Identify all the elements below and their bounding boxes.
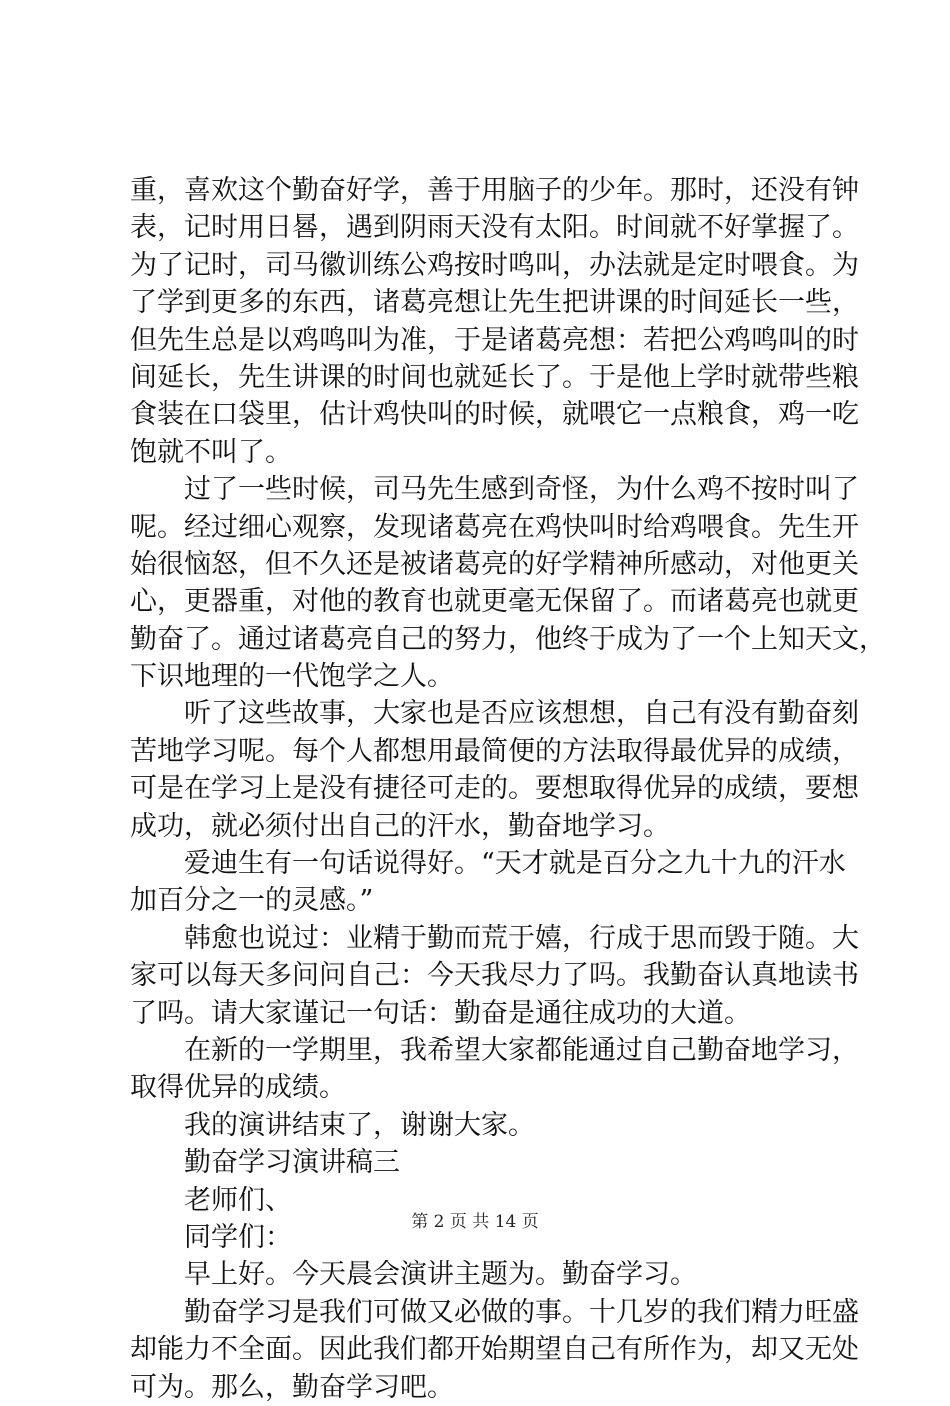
paragraph-line: 爱迪生有一句话说得好。“天才就是百分之九十九的汗水 (184, 848, 846, 880)
paragraph-line: 心，更器重，对他的教育也就更毫无保留了。而诸葛亮也就更 (130, 586, 859, 618)
paragraph (130, 1032, 859, 1107)
paragraph-line: 苦地学习呢。每个人都想用最简便的方法取得最优异的成绩， (130, 735, 859, 767)
paragraph-line: 过了一些时候，司马先生感到奇怪，为什么鸡不按时叫了 (184, 474, 859, 506)
paragraph (130, 920, 859, 1032)
paragraph-line: 在新的一学期里，我希望大家都能通过自己勤奋地学习， (184, 1034, 859, 1066)
paragraph-line: 早上好。今天晨会演讲主题为。勤奋学习。 (184, 1259, 697, 1291)
paragraph (130, 471, 886, 695)
paragraph-line: 重，喜欢这个勤奋好学，善于用脑子的少年。那时，还没有钟 (130, 175, 859, 206)
paragraph (130, 1107, 830, 1144)
paragraph (130, 845, 846, 920)
paragraph-line: 但先生总是以鸡鸣叫为准，于是诸葛亮想：若把公鸡鸣叫的时 (130, 324, 859, 356)
paragraph-line: 加百分之一的灵感。” (130, 885, 374, 917)
paragraph (130, 1144, 830, 1181)
paragraph (130, 695, 859, 845)
paragraph-line: 老师们、 (184, 1184, 292, 1216)
paragraph-line: 成功，就必须付出自己的汗水，勤奋地学习。 (130, 810, 670, 842)
paragraph-line: 勤奋学习是我们可做又必做的事。十几岁的我们精力旺盛 (184, 1296, 859, 1328)
paragraph-line: 呢。经过细心观察，发现诸葛亮在鸡快叫时给鸡喂食。先生开 (130, 511, 859, 543)
paragraph-line: 始很恼怒，但不久还是被诸葛亮的好学精神所感动，对他更关 (130, 548, 859, 580)
paragraph (130, 172, 859, 471)
paragraph-line: 了吗。请大家谨记一句话：勤奋是通往成功的大道。 (130, 997, 751, 1029)
paragraph-line: 我的演讲结束了，谢谢大家。 (184, 1109, 535, 1141)
paragraph-line: 却能力不全面。因此我们都开始期望自己有所作为，却又无处 (130, 1334, 859, 1366)
paragraph-line: 间延长，先生讲课的时间也就延长了。于是他上学时就带些粮 (130, 361, 859, 393)
paragraph-line: 了学到更多的东西，诸葛亮想让先生把讲课的时间延长一些， (130, 287, 859, 319)
paragraph-line: 饱就不叫了。 (130, 436, 292, 468)
paragraph-line: 表，记时用日晷，遇到阴雨天没有太阳。时间就不好掌握了。 (130, 212, 859, 244)
paragraph-line: 韩愈也说过：业精于勤而荒于嬉，行成于思而毁于随。大 (184, 922, 859, 954)
paragraph-line: 取得优异的成绩。 (130, 1072, 346, 1104)
paragraph (130, 1256, 830, 1293)
paragraph-line: 可为。那么，勤奋学习吧。 (130, 1371, 454, 1403)
paragraph-line: 下识地理的一代饱学之人。 (130, 661, 454, 693)
paragraph-line: 食装在口袋里，估计鸡快叫的时候，就喂它一点粮食，鸡一吃 (130, 399, 859, 431)
paragraph-line: 家可以每天多问问自己：今天我尽力了吗。我勤奋认真地读书 (130, 960, 859, 992)
page-number-footer: 第 2 页 共 14 页 (411, 1212, 539, 1232)
paragraph-line: 勤奋学习演讲稿三 (184, 1147, 400, 1179)
paragraph-line: 同学们： (184, 1221, 292, 1253)
paragraph (130, 1294, 859, 1406)
paragraph-line: 可是在学习上是没有捷径可走的。要想取得优异的成绩，要想 (130, 773, 859, 805)
paragraph-line: 勤奋了。通过诸葛亮自己的努力，他终于成为了一个上知天文， (130, 623, 886, 655)
paragraph-line: 听了这些故事，大家也是否应该想想，自己有没有勤奋刻 (184, 698, 859, 730)
paragraph-line: 为了记时，司马徽训练公鸡按时鸣叫，办法就是定时喂食。为 (130, 249, 859, 281)
